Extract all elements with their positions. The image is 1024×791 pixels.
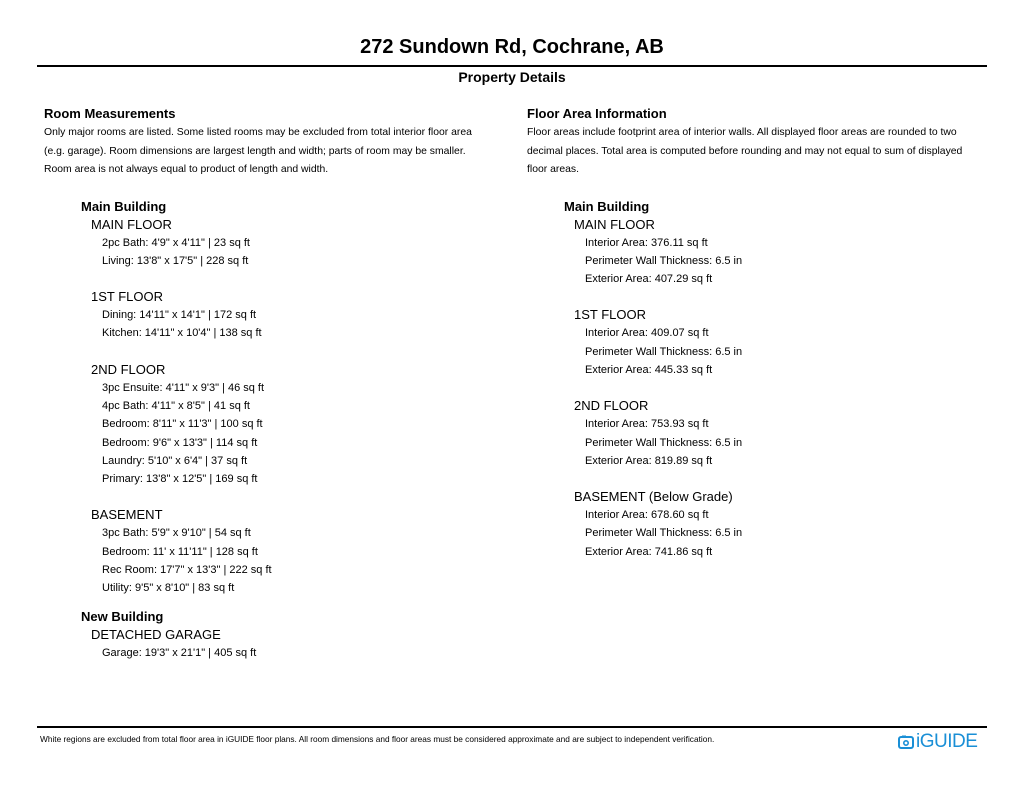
floor-block xyxy=(91,626,504,662)
list-item: Interior Area: 753.93 sq ft xyxy=(585,418,709,431)
list-item: Exterior Area: 819.89 sq ft xyxy=(585,454,713,467)
floor-lines xyxy=(102,524,504,597)
list-item: Perimeter Wall Thickness: 6.5 in xyxy=(585,436,743,449)
list-item: Exterior Area: 407.29 sq ft xyxy=(585,273,713,286)
list-item: Primary: 13'8" x 12'5" | 169 sq ft xyxy=(102,473,258,486)
room-measurements-note xyxy=(44,124,504,180)
list-item: Exterior Area: 741.86 sq ft xyxy=(585,545,713,558)
note-line: (e.g. garage). Room dimensions are largest length and width; parts of room may be smaller. xyxy=(44,145,466,157)
list-item: 3pc Bath: 5'9" x 9'10" | 54 sq ft xyxy=(102,527,251,540)
note-line: Only major rooms are listed. Some listed rooms may be excluded from total interior floor area xyxy=(44,127,472,138)
building-name: Main Building xyxy=(564,198,650,214)
list-item: Bedroom: 11' x 11'11" | 128 sq ft xyxy=(102,545,258,558)
floor-name: 1ST FLOOR xyxy=(574,307,647,323)
list-item: Interior Area: 409.07 sq ft xyxy=(585,327,709,340)
building-name: New Building xyxy=(81,608,164,624)
list-item: Interior Area: 376.11 sq ft xyxy=(585,236,708,249)
floor-area-section xyxy=(527,106,993,571)
floor-block xyxy=(574,306,993,379)
building-block xyxy=(564,198,993,562)
floor-block xyxy=(574,216,993,289)
floor-block xyxy=(91,216,504,271)
floor-name: 2ND FLOOR xyxy=(574,398,649,414)
list-item: Bedroom: 8'11" x 11'3" | 100 sq ft xyxy=(102,418,263,431)
list-item: Rec Room: 17'7" x 13'3" | 222 sq ft xyxy=(102,564,272,577)
list-item: Perimeter Wall Thickness: 6.5 in xyxy=(585,254,743,267)
top-divider xyxy=(37,65,987,67)
logo-text: iGUIDE xyxy=(916,731,978,752)
list-item: 4pc Bath: 4'11" x 8'5" | 41 sq ft xyxy=(102,399,250,412)
list-item: Living: 13'8" x 17'5" | 228 sq ft xyxy=(102,254,249,267)
building-name: Main Building xyxy=(81,198,167,214)
list-item: Utility: 9'5" x 8'10" | 83 sq ft xyxy=(102,582,235,595)
list-item: 2pc Bath: 4'9" x 4'11" | 23 sq ft xyxy=(102,236,250,249)
list-item: Perimeter Wall Thickness: 6.5 in xyxy=(585,345,743,358)
floor-lines xyxy=(585,506,993,561)
floor-lines xyxy=(585,324,993,379)
note-line: Floor areas include footprint area of interior walls. All displayed floor areas are rounded to two xyxy=(527,127,957,138)
list-item: 3pc Ensuite: 4'11" x 9'3" | 46 sq ft xyxy=(102,381,265,394)
floor-lines xyxy=(102,644,504,662)
floor-name: BASEMENT xyxy=(91,507,163,523)
floor-name: 1ST FLOOR xyxy=(91,289,164,305)
floor-block xyxy=(91,361,504,489)
footer-disclaimer: White regions are excluded from total floor area in iGUIDE floor plans. All room dimensions and floor areas must be considered approximate and are subject to independent verification. xyxy=(40,734,715,744)
floor-lines xyxy=(102,234,504,271)
floor-block xyxy=(91,288,504,343)
floor-area-note xyxy=(527,124,993,180)
list-item: Dining: 14'11" x 14'1" | 172 sq ft xyxy=(102,309,257,322)
note-line: Room area is not always equal to product of length and width. xyxy=(44,164,329,175)
floor-block xyxy=(574,397,993,470)
note-line: floor areas. xyxy=(527,164,579,175)
iguide-logo xyxy=(898,730,977,754)
floor-name: MAIN FLOOR xyxy=(91,216,172,232)
floor-block xyxy=(91,506,504,597)
list-item: Interior Area: 678.60 sq ft xyxy=(585,509,709,522)
floor-lines xyxy=(102,306,504,343)
floor-area-heading: Floor Area Information xyxy=(527,106,667,121)
floor-name: 2ND FLOOR xyxy=(91,361,166,377)
page-title: 272 Sundown Rd, Cochrane, AB xyxy=(360,36,664,58)
page-subtitle: Property Details xyxy=(458,69,566,85)
list-item: Perimeter Wall Thickness: 6.5 in xyxy=(585,527,743,540)
bottom-divider xyxy=(37,726,987,728)
room-measurements-section xyxy=(44,106,504,672)
building-block xyxy=(81,608,504,662)
list-item: Exterior Area: 445.33 sq ft xyxy=(585,363,713,376)
floor-block xyxy=(574,488,993,561)
floor-lines xyxy=(102,379,504,489)
list-item: Laundry: 5'10" x 6'4" | 37 sq ft xyxy=(102,454,248,467)
iguide-camera-icon xyxy=(898,734,914,750)
floor-lines xyxy=(585,234,993,289)
note-line: decimal places. Total area is computed before rounding and may not equal to sum of displayed xyxy=(527,145,963,157)
room-measurements-heading: Room Measurements xyxy=(44,106,176,121)
floor-area-buildings-list xyxy=(564,198,993,562)
floor-name: MAIN FLOOR xyxy=(574,216,655,232)
floor-lines xyxy=(585,415,993,470)
floor-name: BASEMENT (Below Grade) xyxy=(574,489,733,505)
room-buildings-list xyxy=(81,198,504,662)
floor-name: DETACHED GARAGE xyxy=(91,626,221,642)
building-block xyxy=(81,198,504,598)
list-item: Garage: 19'3" x 21'1" | 405 sq ft xyxy=(102,646,257,659)
list-item: Kitchen: 14'11" x 10'4" | 138 sq ft xyxy=(102,327,262,340)
list-item: Bedroom: 9'6" x 13'3" | 114 sq ft xyxy=(102,436,258,449)
